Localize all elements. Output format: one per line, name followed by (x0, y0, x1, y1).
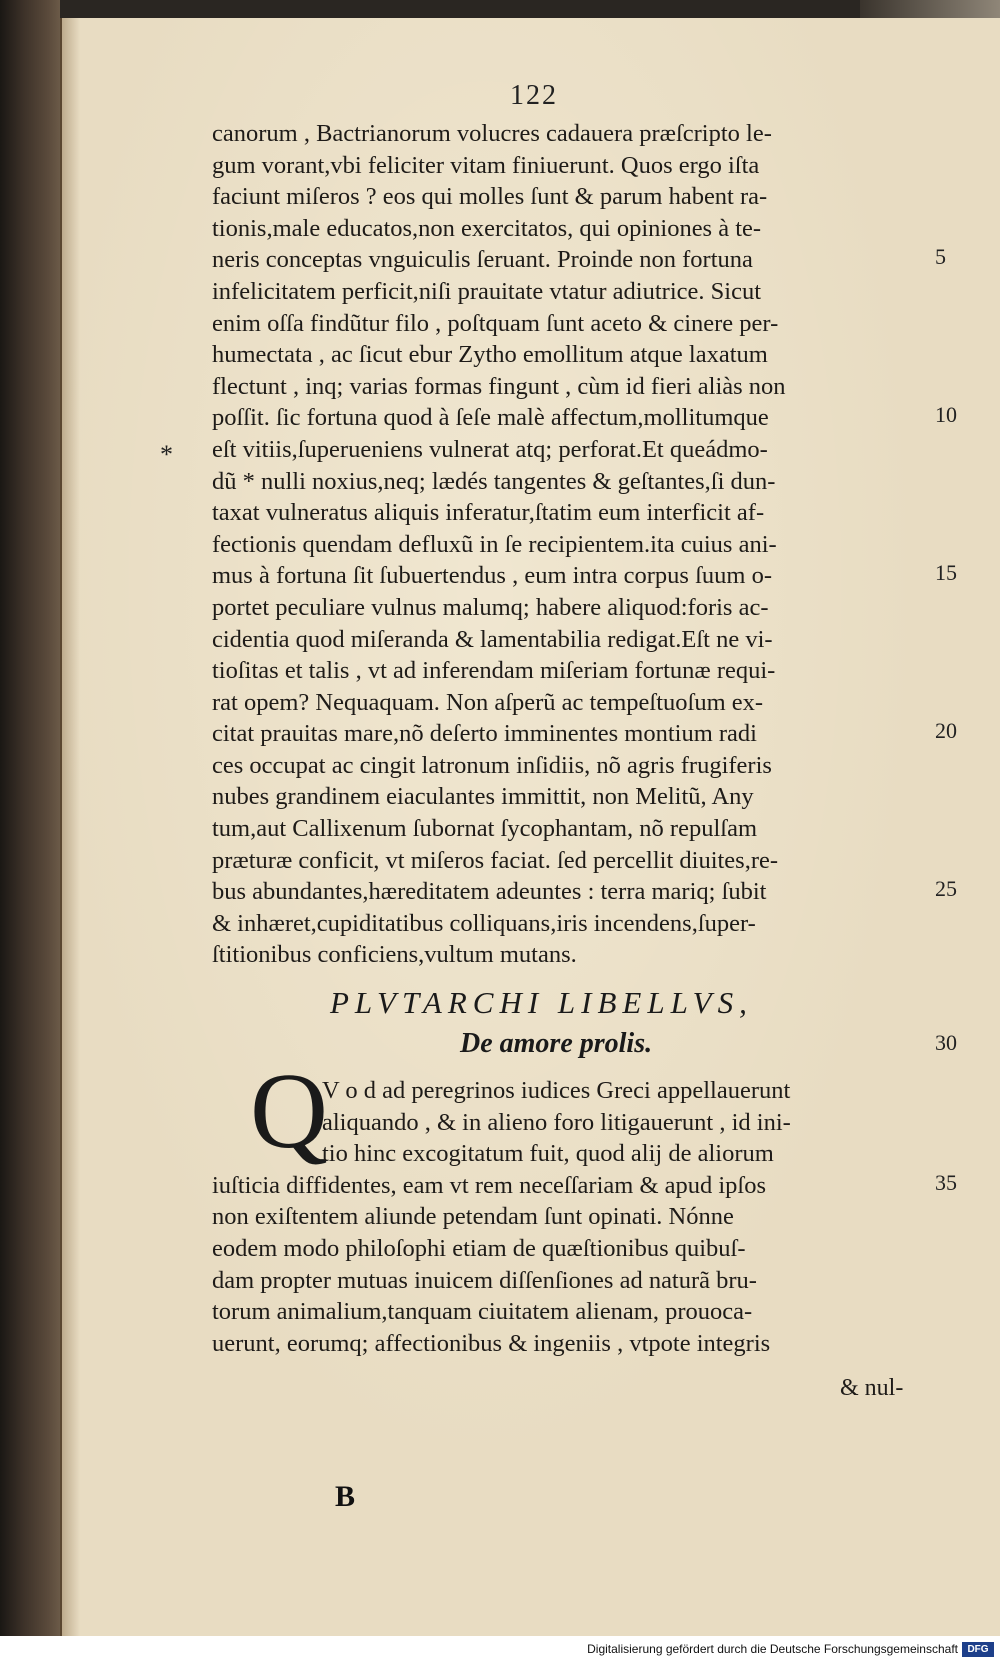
book-edge (860, 0, 1000, 18)
margin-asterisk: * (160, 440, 173, 469)
text-line: faciunt miſeros ? eos qui molles ſunt & parum habent ra- (212, 183, 768, 211)
text-line: tum,aut Callixenum ſubornat ſycophantam, nõ repulſam (212, 815, 758, 843)
text-line: canorum , Bactrianorum volucres cadauera præſcripto le- (212, 120, 772, 147)
text-line: neris conceptas vnguiculis ſeruant. Proinde non fortuna (212, 246, 753, 274)
text-line: dũ * nulli noxius,neq; lædés tangentes & geſtantes,ſi dun- (212, 467, 776, 495)
text-line: fectionis quendam defluxũ in ſe recipientem.ita cuius ani- (212, 530, 777, 558)
section-text-block (212, 1075, 927, 1359)
footer-credit: Digitalisierung gefördert durch die Deutsche Forschungsgemeinschaft (587, 1642, 958, 1656)
text-line: portet peculiare vulnus malumq; habere aliquod:foris ac- (212, 593, 769, 621)
drop-capital: Q (250, 1052, 328, 1171)
text-line: tionis,male educatos,non exercitatos, qui opiniones à te- (212, 214, 762, 242)
line-number: 10 (935, 402, 957, 428)
section-text-line: torum animalium,tanquam ciuitatem alienam, prouoca- (212, 1298, 753, 1326)
book-spine (0, 0, 60, 1661)
text-line: nubes grandinem eiaculantes immittit, non Melitũ, Any (212, 783, 754, 811)
section-text-line: non exiſtentem aliunde petendam ſunt opinati. Nónne (212, 1203, 734, 1231)
line-number: 5 (935, 244, 946, 270)
text-line: præturæ conficit, vt miſeros faciat. ſed percellit diuites,re- (212, 846, 779, 874)
line-number: 20 (935, 718, 957, 744)
section-text-line: dam propter mutuas inuicem diſſenſiones ad naturã bru- (212, 1266, 757, 1294)
section-text-line: uerunt, eorumq; affectionibus & ingeniis , vtpote integris (212, 1329, 771, 1357)
section-heading: PLVTARCHI LIBELLVS, (330, 985, 753, 1020)
section-text-line: aliquando , & in alieno foro litigauerunt , id ini- (322, 1108, 791, 1136)
text-line: mus à fortuna ſit ſubuertendus , eum intra corpus ſuum o- (212, 562, 772, 590)
text-line: ces occupat ac cingit latronum inſidiis, nõ agris frugiferis (212, 751, 772, 779)
text-line: citat prauitas mare,nõ deſerto imminentes montium radi (212, 720, 757, 748)
text-line: flectunt , inq; varias formas fingunt , cùm id fieri aliàs non (212, 372, 786, 400)
text-line: & inhæret,cupiditatibus colliquans,iris incendens,ſuper- (212, 909, 756, 937)
page-number: 122 (510, 80, 558, 111)
text-line: rat opem? Nequaquam. Non aſperũ ac tempeſtuoſum ex- (212, 688, 764, 716)
section-text-line: V o d ad peregrinos iudices Greci appellauerunt (322, 1077, 791, 1104)
text-line: infelicitatem perficit,niſi prauitate vtatur adiutrice. Sicut (212, 277, 762, 305)
text-line: eſt vitiis,ſuperueniens vulnerat atq; perforat.Et queádmo- (212, 435, 768, 463)
section-text-line: eodem modo philoſophi etiam de quæſtionibus quibuſ- (212, 1234, 746, 1262)
footer-bar (0, 1636, 1000, 1661)
signature-mark: B (335, 1480, 356, 1513)
text-line: bus abundantes,hæreditatem adeuntes : terra mariq; ſubit (212, 878, 767, 906)
text-line: cidentia quod miſeranda & lamentabilia redigat.Eſt ne vi- (212, 625, 773, 653)
catchword: & nul- (840, 1375, 904, 1401)
text-line: enim oſſa findũtur filo , poſtquam ſunt aceto & cinere per- (212, 309, 779, 337)
line-number: 30 (935, 1030, 957, 1055)
section-subheading: De amore prolis. (460, 1028, 653, 1059)
line-number: 35 (935, 1169, 957, 1195)
line-number: 25 (935, 876, 957, 902)
section-text-line: tio hinc excogitatum fuit, quod alij de aliorum (322, 1140, 774, 1168)
text-line: gum vorant,vbi feliciter vitam finiuerunt. Quos ergo iſta (212, 151, 760, 179)
main-text-block (212, 118, 927, 971)
text-line: tioſitas et talis , vt ad inferendam miſeriam fortunæ requi- (212, 657, 776, 685)
line-number: 15 (935, 560, 957, 586)
text-line: poſſit. ſic fortuna quod à ſeſe malè affectum,mollitumque (212, 404, 769, 432)
text-line: ſtitionibus conficiens,vultum mutans. (212, 941, 577, 969)
text-line: humectata , ac ſicut ebur Zytho emollitum atque laxatum (212, 341, 768, 369)
section-text-line: iuſticia diffidentes, eam vt rem neceſſariam & apud ipſos (212, 1171, 767, 1199)
text-line: taxat vulneratus aliquis inferatur,ſtatim eum interficit af- (212, 499, 765, 527)
dfg-logo-icon: DFG (962, 1642, 994, 1657)
